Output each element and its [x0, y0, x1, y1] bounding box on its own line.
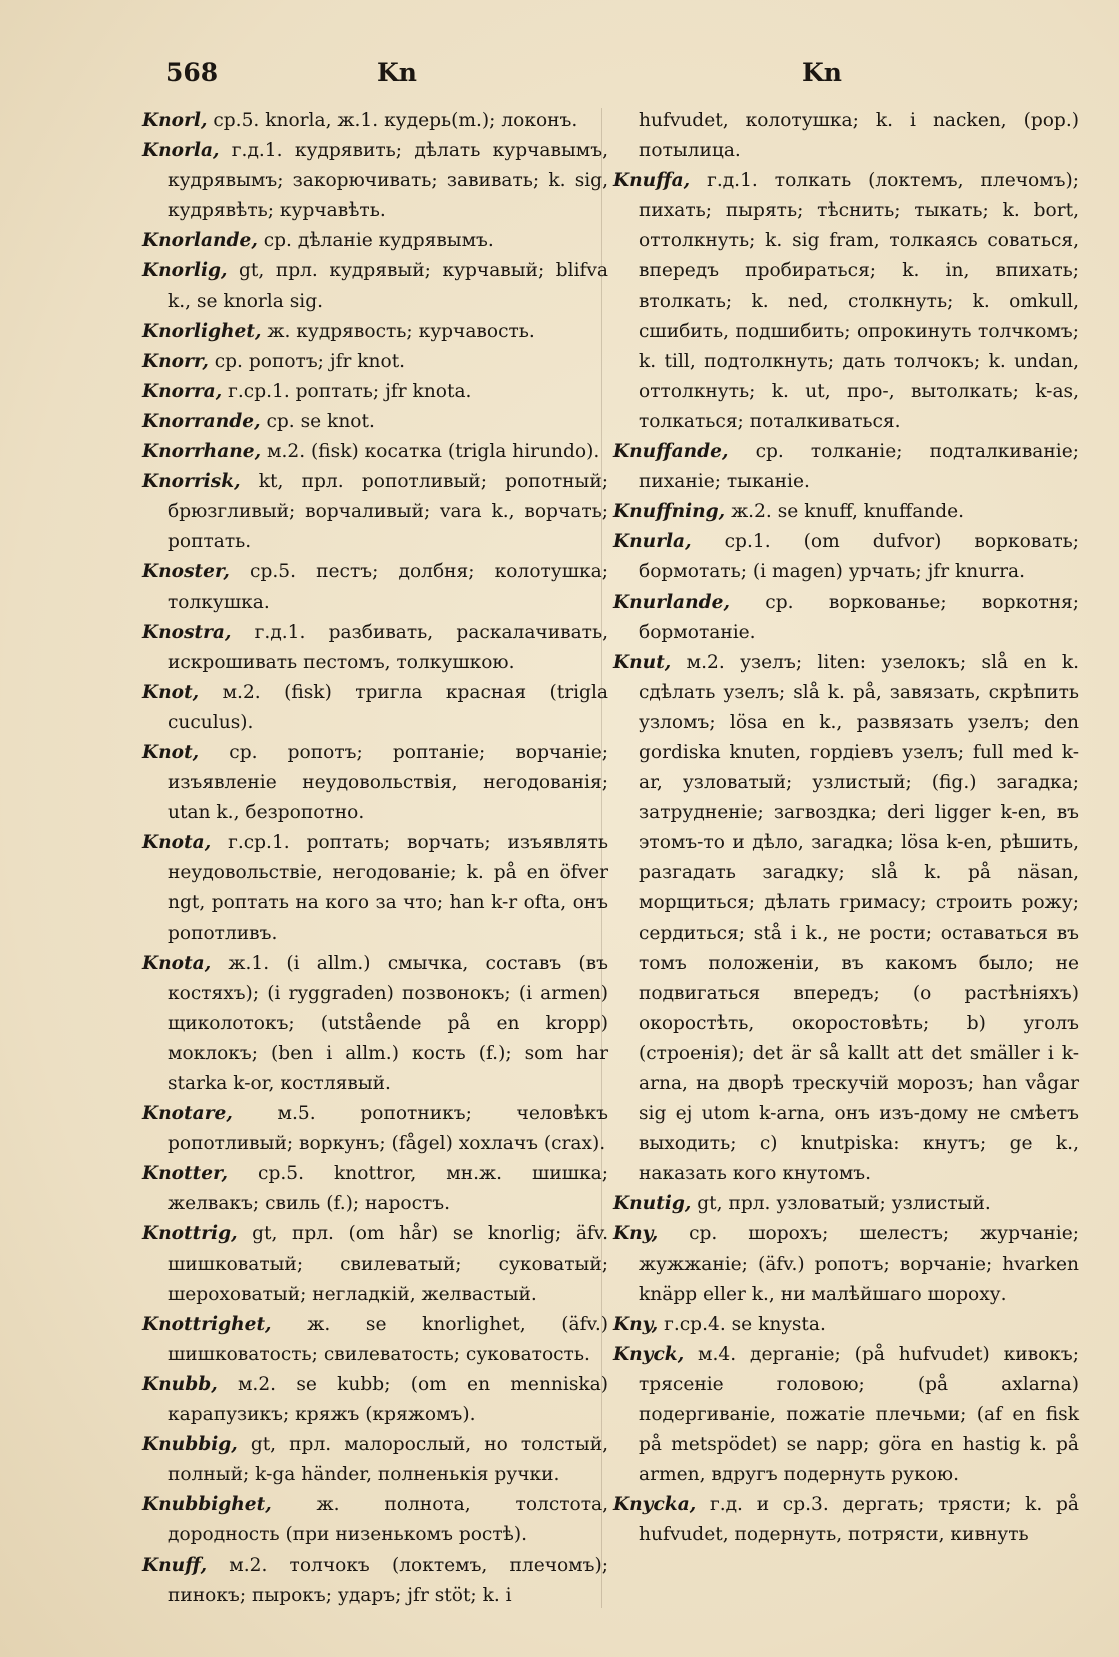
dictionary-entry [142, 828, 608, 948]
entry-headword: Knorla, [142, 140, 220, 162]
dictionary-entry [142, 1370, 608, 1430]
dictionary-entry [142, 618, 608, 678]
dictionary-entry [613, 166, 1079, 437]
entry-headword: Knottrighet, [142, 1313, 272, 1335]
left-column [142, 106, 608, 1611]
entry-headword: Knot, [142, 741, 200, 763]
entry-headword: Knottrig, [142, 1223, 238, 1245]
dictionary-entry [142, 557, 608, 617]
dictionary-entry [613, 1310, 1079, 1340]
right-column [613, 106, 1079, 1551]
entry-headword: Knotter, [142, 1163, 229, 1185]
dictionary-entry [142, 317, 608, 347]
entry-definition: ср. толканіе; подталкиваніе; пиханіе; тыканіе. [639, 441, 1079, 493]
entry-headword: Knyck, [613, 1343, 685, 1365]
entry-definition: г.д.1. разбивать, раскалачивать, искрошивать пестомъ, толкушкою. [168, 621, 608, 673]
entry-headword: Knorr, [142, 350, 209, 372]
dictionary-entry [613, 497, 1079, 527]
right-running-head: Kn [802, 58, 842, 87]
entry-headword: Knuff, [142, 1554, 208, 1576]
dictionary-entry [613, 1189, 1079, 1219]
dictionary-entry [613, 1340, 1079, 1490]
entry-headword: Knotare, [142, 1103, 233, 1125]
page-header [0, 58, 1119, 98]
entry-definition: г.ср.1. роптать; jfr knota. [228, 380, 472, 402]
entry-definition: ср. шорохъ; шелестъ; журчаніе; жужжаніе; (äfv.) ропотъ; ворчаніе; hvarken knäpp eller k., ни малѣйшаго шороху. [639, 1223, 1079, 1305]
dictionary-entry [142, 347, 608, 377]
dictionary-entry [142, 949, 608, 1099]
entry-definition: ср. se knot. [266, 410, 375, 432]
dictionary-entry [142, 1310, 608, 1370]
entry-definition: ж.2. se knuff, knuffande. [731, 501, 965, 523]
entry-definition: ж.1. (i allm.) смычка, составъ (въ костяхъ); (i ryggraden) позвонокъ; (i armen) щиколотокъ; (utstående på en kropp) моклокъ; (ben i allm.) кость (f.); som har starka k-or, костлявый. [168, 952, 608, 1094]
dictionary-entry [142, 738, 608, 828]
entry-headword: Knuffande, [613, 441, 729, 463]
entry-headword: Knota, [142, 832, 212, 854]
dictionary-entry [142, 437, 608, 467]
dictionary-entry [142, 1490, 608, 1550]
entry-definition: м.2. se kubb; (om en menniska) карапузикъ; кряжъ (кряжомъ). [168, 1373, 608, 1426]
entry-definition: г.д. и ср.3. дергать; трясти; k. på hufvudet, подернуть, потрясти, кивнуть [639, 1494, 1079, 1546]
entry-definition: ж. кудрявость; курчавость. [267, 320, 535, 342]
dictionary-entry [142, 226, 608, 256]
entry-definition: м.2. (fisk) тригла красная (trigla cuculus). [168, 681, 608, 733]
dictionary-entry [142, 1219, 608, 1309]
entry-definition: gt, прл. (om hår) se knorlig; äfv. шишковатый; свилеватый; суковатый; шероховатый; негладкій, желвастый. [168, 1223, 608, 1305]
dictionary-entry [142, 1159, 608, 1219]
dictionary-entry [142, 678, 608, 738]
entry-headword: Knubbighet, [142, 1494, 272, 1516]
entry-definition: ср.5. knorla, ж.1. кудерь(m.); локонъ. [213, 110, 578, 131]
entry-definition: ср. ропотъ; роптаніе; ворчаніе; изъявленіе неудовольствія, негодованія; utan k., безропотно. [168, 741, 608, 824]
dictionary-entry [613, 1490, 1079, 1550]
dictionary-entry [613, 588, 1079, 648]
entry-definition: ср.5. knottror, мн.ж. шишка; желвакъ; свиль (f.); наростъ. [168, 1163, 608, 1215]
entry-definition: г.ср.4. se knysta. [664, 1313, 826, 1335]
entry-definition: ж. se knorlighet, (äfv.) шишковатость; свилеватость; суковатость. [168, 1313, 608, 1365]
entry-definition: м.4. дерганіе; (på hufvudet) кивокъ; трясеніе головою; (på axlarna) подергиваніе, пожатіе плечьми; (af en fisk på metspödet) se napp; göra en hastig k. på armen, вдругъ подернуть рукою. [639, 1343, 1079, 1486]
column-divider [601, 108, 602, 1608]
dictionary-entry [142, 467, 608, 557]
entry-headword: Knycka, [613, 1494, 697, 1516]
entry-headword: Knuffning, [613, 501, 726, 523]
entry-definition: ср.1. (om dufvor) ворковать; бормотать; (i magen) урчать; jfr knurra. [639, 531, 1079, 583]
entry-headword: Knurlande, [613, 591, 730, 613]
dictionary-entry [613, 106, 1079, 166]
entry-headword: Knorlande, [142, 230, 258, 252]
entry-headword: Knorl, [142, 110, 208, 131]
dictionary-entry [142, 407, 608, 437]
entry-headword: Knurla, [613, 531, 692, 553]
entry-headword: Knut, [613, 651, 672, 673]
dictionary-entry [142, 106, 608, 136]
entry-headword: Knostra, [142, 621, 232, 643]
entry-definition: kt, прл. ропотливый; ропотный; брюзгливый; ворчаливый; vara k., ворчать; роптать. [168, 471, 608, 553]
entry-definition: ж. полнота, толстота, дородность (при низенькомъ ростѣ). [168, 1494, 608, 1546]
entry-definition: ср. ропотъ; jfr knot. [214, 350, 406, 372]
entry-definition: gt, прл. малорослый, но толстый, полный; k-ga händer, полненькія ручки. [168, 1434, 608, 1486]
entry-definition: hufvudet, колотушка; k. i nacken, (pop.) потылица. [639, 110, 1079, 162]
entry-definition: г.д.1. кудрявить; дѣлать курчавымъ, кудрявымъ; закорючивать; завивать; k. sig, кудрявѣть; курчавѣть. [168, 140, 608, 222]
entry-headword: Knota, [142, 952, 212, 974]
entry-headword: Knorrisk, [142, 471, 241, 493]
entry-definition: г.д.1. толкать (локтемъ, плечомъ); пихать; пырять; тѣснить; тыкать; k. bort, оттолкнуть; k. sig fram, толкаясь соваться, впередъ пробираться; k. in, впихать; втолкать; k. ned, столкнуть; k. omkull, сшибить, подшибить; опрокинуть толчкомъ; k. till, подтолкнуть; дать толчокъ; k. undan, оттолкнуть; k. ut, про-, вытолкать; k-as, толкаться; поталкиваться. [639, 170, 1079, 432]
dictionary-entry [142, 377, 608, 407]
dictionary-entry [613, 648, 1079, 1190]
dictionary-entry [142, 1430, 608, 1490]
entry-headword: Knorlighet, [142, 320, 262, 342]
dictionary-entry [142, 1551, 608, 1611]
entry-headword: Knorrande, [142, 410, 261, 432]
entry-definition: м.2. узелъ; liten: узелокъ; slå en k. сдѣлать узелъ; slå k. på, завязать, скрѣпить узломъ; lösa en k., развязать узелъ; den gordiska knuten, гордіевъ узелъ; full med k-ar, узловатый; узлистый; (fig.) загадка; затрудненіе; загвоздка; deri ligger k-en, въ этомъ-то и дѣло, загадка; lösa k-en, рѣшить, разгадать загадку; slå k. på näsan, морщиться; дѣлать гримасу; строить рожу; сердиться; stå i k., не рости; оставаться въ томъ положеніи, въ какомъ было; не подвигаться впередъ; (о растѣніяхъ) окоростѣть, окоростовѣть; b) уголъ (строенія); det är så kallt att det smäller i k-arna, на дворѣ трескучій морозъ; han vågar sig ej utom k-arna, онъ изъ-дому не смѣетъ выходить; c) knutpiska: кнутъ; ge k., наказать кого кнутомъ. [639, 651, 1079, 1185]
entry-definition: г.ср.1. роптать; ворчать; изъявлять неудовольствіе, негодованіе; k. på en öfver ngt, роптать на кого за что; han k-r ofta, онъ ропотливъ. [168, 832, 608, 944]
entry-definition: gt, прл. узловатый; узлистый. [697, 1193, 991, 1215]
dictionary-entry [142, 256, 608, 316]
dictionary-entry [142, 136, 608, 226]
page-number: 568 [166, 58, 219, 87]
entry-definition: ср.5. пестъ; долбня; колотушка; толкушка. [168, 561, 608, 613]
dictionary-entry [142, 1099, 608, 1159]
entry-definition: gt, прл. кудрявый; курчавый; blifva k., se knorla sig. [168, 260, 608, 312]
left-running-head: Kn [377, 58, 417, 87]
entry-headword: Knubb, [142, 1373, 218, 1395]
entry-headword: Knorra, [142, 380, 223, 402]
entry-headword: Knot, [142, 681, 200, 703]
entry-definition: ср. дѣланіе кудрявымъ. [263, 230, 494, 252]
entry-headword: Knuffa, [613, 170, 691, 192]
entry-headword: Knubbig, [142, 1434, 238, 1456]
dictionary-entry [613, 437, 1079, 497]
dictionary-entry [613, 1219, 1079, 1309]
entry-definition: м.2. (fisk) косатка (trigla hirundo). [266, 441, 600, 463]
entry-headword: Kny, [613, 1223, 659, 1245]
entry-headword: Knoster, [142, 561, 230, 583]
entry-headword: Knorrhane, [142, 441, 262, 463]
entry-definition: м.5. ропотникъ; человѣкъ ропотливый; воркунъ; (fågel) хохлачъ (crax). [168, 1103, 608, 1155]
entry-headword: Knorlig, [142, 260, 228, 282]
entry-headword: Kny, [613, 1313, 659, 1335]
dictionary-entry [613, 527, 1079, 587]
entry-definition: м.2. толчокъ (локтемъ, плечомъ); пинокъ; пырокъ; ударъ; jfr stöt; k. i [168, 1554, 608, 1606]
entry-definition: ср. воркованье; воркотня; бормотаніе. [639, 591, 1079, 643]
entry-headword: Knutig, [613, 1193, 692, 1215]
